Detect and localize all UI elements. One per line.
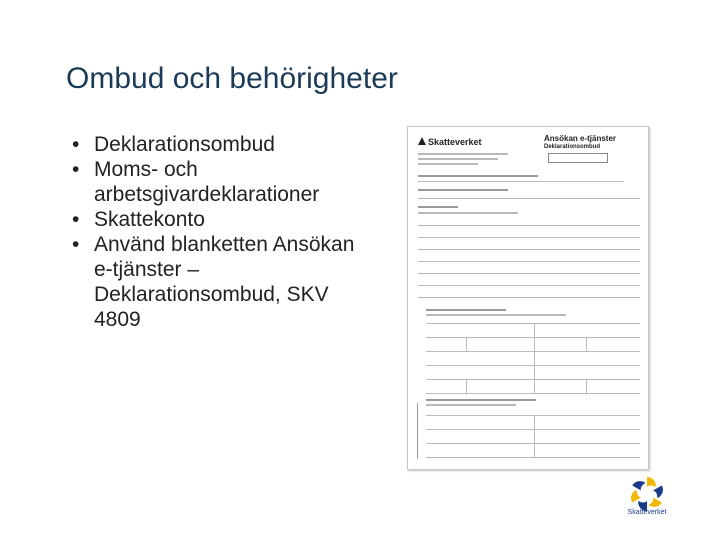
form-text-block [426, 404, 516, 406]
form-line [418, 261, 640, 262]
form-section [426, 399, 536, 401]
form-line [426, 393, 640, 394]
form-line [426, 443, 640, 444]
form-field [548, 153, 608, 163]
bullet-list [72, 132, 372, 332]
form-text-block [418, 158, 498, 160]
form-text-block [418, 163, 478, 165]
form-section [426, 309, 506, 311]
form-line [586, 337, 587, 351]
form-line [426, 323, 640, 324]
form-thumbnail [407, 126, 649, 470]
form-line [426, 365, 640, 366]
form-line [426, 379, 640, 380]
form-line [418, 285, 640, 286]
form-logo: Skatteverket [418, 137, 482, 147]
form-line [534, 323, 535, 393]
form-line [534, 415, 535, 457]
form-line [426, 351, 640, 352]
form-line [418, 237, 640, 238]
footer-logo-text: Skatteverket [627, 509, 667, 516]
bullet-item: • Moms- och arbetsgivardeklarationer [72, 157, 372, 207]
bullet-item: • Skattekonto [72, 207, 372, 232]
form-text-block [426, 314, 566, 316]
form-line [418, 225, 640, 226]
form-line [418, 198, 640, 199]
bullet-item: • Använd blanketten Ansökan e-tjänster – Deklarationsombud, SKV 4809 [72, 232, 372, 332]
form-section [418, 206, 458, 208]
form-line [426, 457, 640, 458]
form-line [417, 403, 418, 459]
form-line [418, 249, 640, 250]
slide-title: Ombud och behörigheter [66, 62, 398, 95]
form-text-block [418, 212, 518, 214]
form-line [426, 337, 640, 338]
form-section [418, 175, 538, 177]
form-line [586, 379, 587, 393]
form-line [426, 429, 640, 430]
form-line [466, 337, 467, 351]
form-line [466, 379, 467, 393]
bullet-item: • Deklarationsombud [72, 132, 372, 157]
form-line [426, 415, 640, 416]
form-line [418, 297, 640, 298]
form-line [418, 273, 640, 274]
form-heading: Ansökan e-tjänster Deklarationsombud [544, 134, 617, 150]
form-text-block [418, 153, 508, 155]
crown-icon [418, 137, 426, 145]
form-line [418, 181, 624, 182]
form-section [418, 189, 508, 191]
